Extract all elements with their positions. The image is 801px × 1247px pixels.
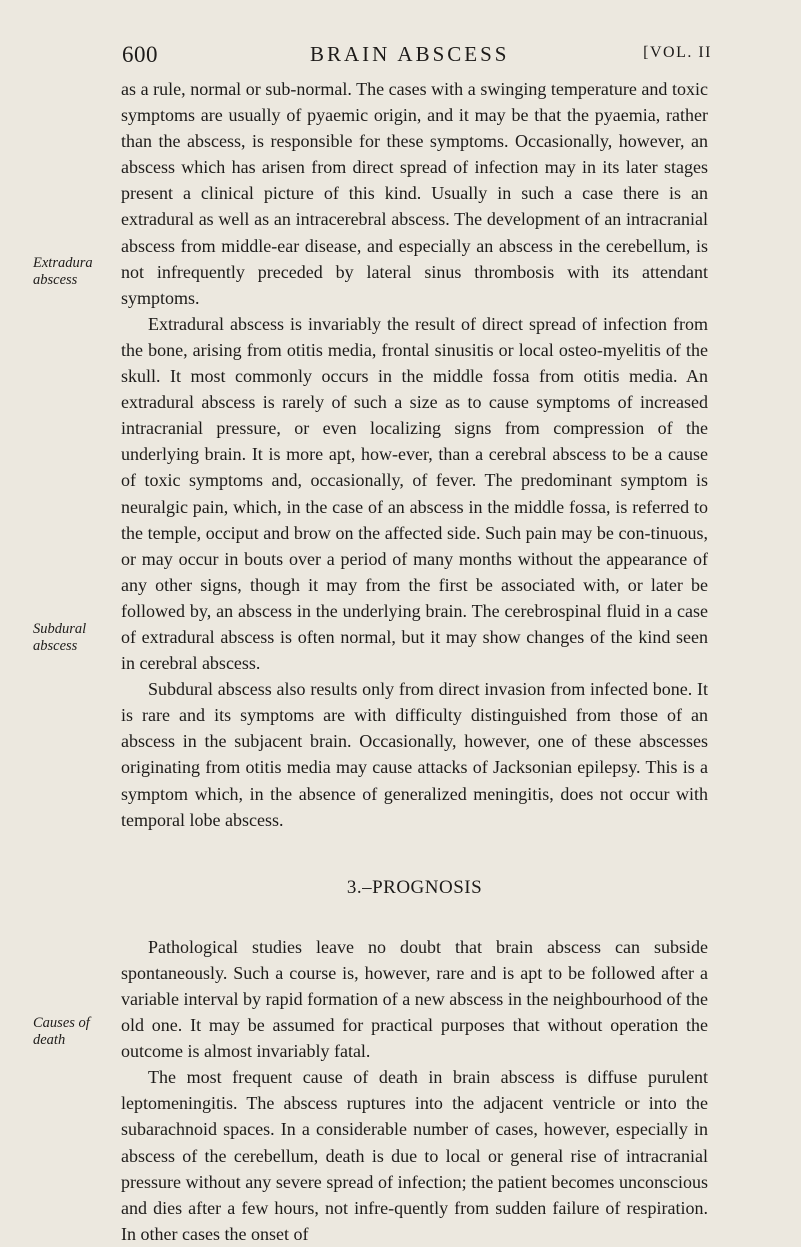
main-text (121, 76, 708, 1247)
paragraph-continuation: as a rule, normal or sub-normal. The cases with a swinging temperature and toxic symptoms are usually of pyaemic origin, and it may be that the pyaemia, rather than the abscess, is responsible for these symptoms. Occasionally, however, an abscess which has arisen from direct spread of infection may in its later stages present a clinical picture of this kind. Usually in such a case there is an extradural as well as an intracerebral abscess. The development of an intracranial abscess from middle-ear disease, and especially an abscess in the cerebellum, is not infrequently preceded by lateral sinus thrombosis with its attendant symptoms. (121, 79, 708, 308)
paragraph-causes-of-death: The most frequent cause of death in brain abscess is diffuse purulent leptomeningitis. The abscess ruptures into the adjacent ventricle or into the subarachnoid spaces. In a considerable number of cases, however, especially in abscess of the cerebellum, death is due to local or general rise of intracranial pressure without any severe spread of infection; the patient becomes unconscious and dies after a few hours, not infre-quently from sudden failure of respiration. In other cases the onset of (121, 1067, 708, 1244)
margin-note-subdural-line-2: abscess (33, 638, 78, 654)
margin-note-extradural-line-1: Extradura (33, 255, 93, 271)
page-header (122, 42, 712, 72)
section-heading-prognosis: 3.–PROGNOSIS (346, 876, 483, 898)
running-head: BRAIN ABSCESS (310, 42, 510, 66)
page-number: 600 (122, 42, 158, 67)
volume-label: [VOL. II (643, 44, 712, 61)
margin-note-causes-of-death (33, 1015, 118, 1049)
paragraph-extradural-abscess: Extradural abscess is invariably the result of direct spread of infection from the bone, arising from otitis media, frontal sinusitis or local osteo-myelitis of the skull. It most commonly occurs in the middle fossa from otitis media. An extradural abscess is rarely of such a size as to cause symptoms of increased intracranial pressure, or even localizing signs from compression of the underlying brain. It is more apt, how-ever, than a cerebral abscess to be a cause of toxic symptoms and, occasionally, of fever. The predominant symptom is neuralgic pain, which, in the case of an abscess in the middle fossa, is referred to the temple, occiput and brow on the affected side. Such pain may be con-tinuous, or may occur in bouts over a period of many months without the appearance of any other signs, though it may from the first be associated with, or later be followed by, an abscess in the underlying brain. The cerebrospinal fluid in a case of extradural abscess is often normal, but it may show changes of the kind seen in cerebral abscess. (121, 313, 708, 674)
margin-note-extradural (33, 255, 118, 289)
margin-note-extradural-line-2: abscess (33, 272, 78, 288)
paragraph-prognosis: Pathological studies leave no doubt that brain abscess can subside spontaneously. Such a course is, however, rare and is apt to be followed after a variable interval by rapid formation of a new abscess in the neighbourhood of the old one. It may be assumed for practical purposes that without operation the outcome is almost invariably fatal. (121, 936, 708, 1062)
margin-note-causes-line-2: death (33, 1032, 66, 1048)
paragraph-subdural-abscess: Subdural abscess also results only from direct invasion from infected bone. It is rare and its symptoms are with difficulty distinguished from those of an abscess in the subjacent brain. Occasionally, however, one of these abscesses originating from otitis media may cause attacks of Jacksonian epilepsy. This is a symptom which, in the absence of generalized meningitis, does not occur with temporal lobe abscess. (121, 679, 708, 830)
margin-note-causes-line-1: Causes of (33, 1015, 90, 1031)
margin-note-subdural-line-1: Subdural (33, 621, 87, 637)
margin-note-subdural (33, 621, 118, 655)
